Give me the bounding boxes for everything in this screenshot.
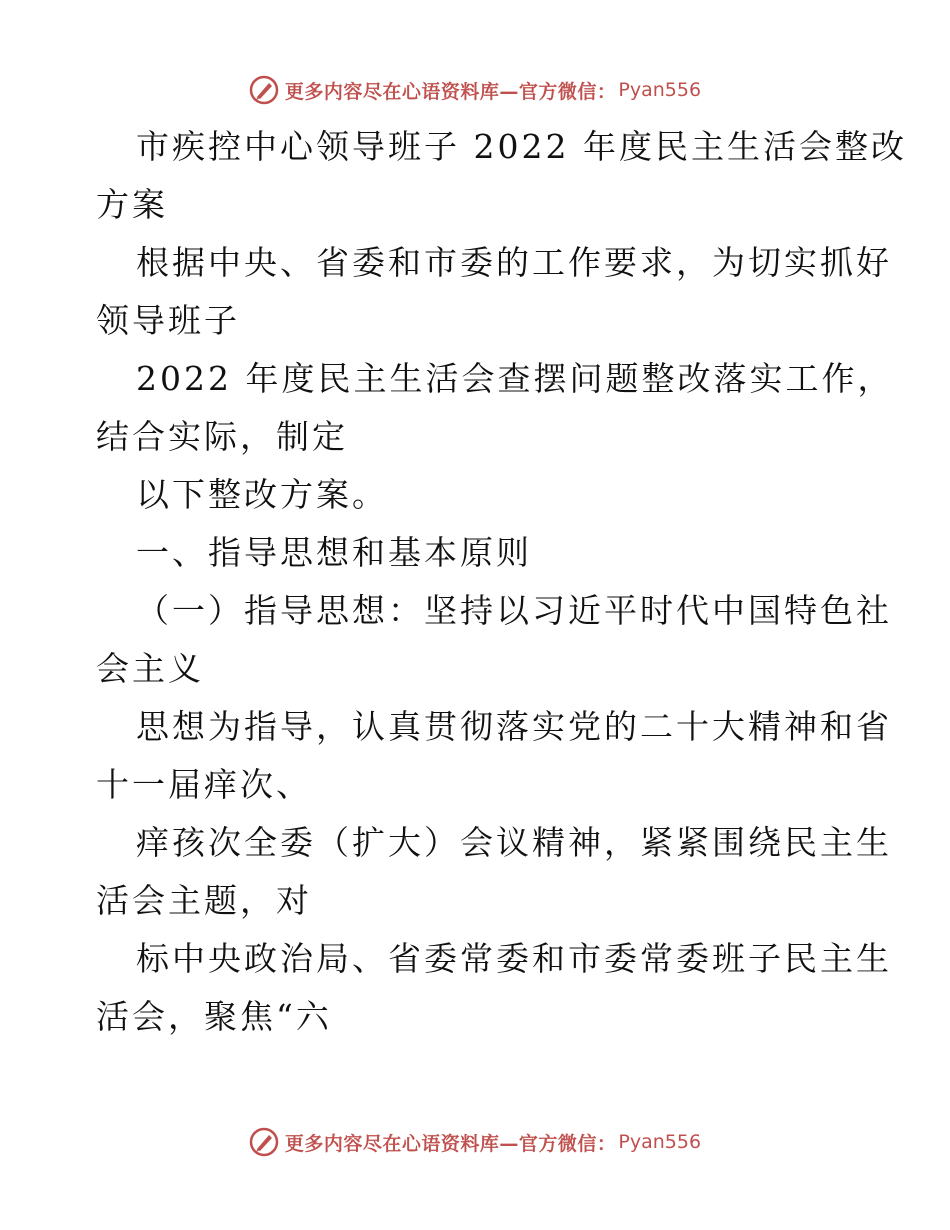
paragraph-line: 2022 年度民主生活会查摆问题整改落实工作， [136, 359, 894, 398]
quill-pen-logo-icon [249, 1127, 279, 1157]
paragraph-line: 根据中央、省委和市委的工作要求，为切实抓好 [136, 243, 892, 282]
footer-watermark [0, 1122, 950, 1162]
section-heading: 一、指导思想和基本原则 [136, 533, 532, 572]
quill-pen-logo-icon [249, 75, 279, 105]
watermark-contact: Pyan556 [618, 1131, 702, 1153]
paragraph-line: 活会，聚焦“六 [96, 997, 332, 1036]
watermark-text: 更多内容尽在心语资料库—官方微信： [284, 1132, 617, 1155]
paragraph-line: 结合实际，制定 [96, 417, 348, 456]
paragraph-line: 活会主题，对 [96, 881, 312, 920]
header-watermark [0, 70, 950, 110]
paragraph-line: 痒孩次全委（扩大）会议精神，紧紧围绕民主生 [136, 823, 892, 862]
watermark-text: 更多内容尽在心语资料库—官方微信： [284, 80, 617, 103]
watermark-contact: Pyan556 [618, 79, 702, 101]
paragraph-line: 标中央政治局、省委常委和市委常委班子民主生 [136, 939, 892, 978]
paragraph-line: 思想为指导，认真贯彻落实党的二十大精神和省 [136, 707, 892, 746]
document-title-line-2: 方案 [96, 185, 168, 224]
paragraph-line: 领导班子 [96, 301, 240, 340]
subsection-heading: （一）指导思想：坚持以习近平时代中国特色社 [136, 591, 892, 630]
document-title-line-1: 市疾控中心领导班子 2022 年度民主生活会整改 [136, 127, 907, 166]
paragraph-line: 会主义 [96, 649, 204, 688]
paragraph-line: 以下整改方案。 [136, 475, 388, 514]
paragraph-line: 十一届痒次、 [96, 765, 312, 804]
